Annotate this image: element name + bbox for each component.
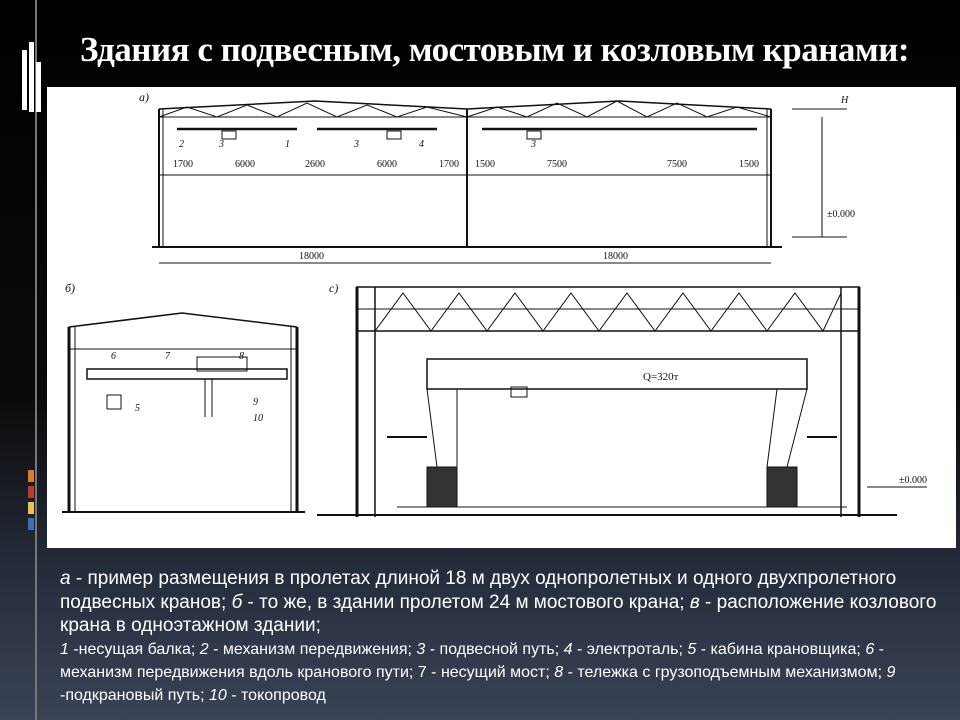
color-swatch-yellow bbox=[28, 502, 34, 514]
legend-num-4: 4 bbox=[563, 640, 573, 658]
panel-b bbox=[62, 281, 305, 512]
legend-text-4: - электроталь; bbox=[572, 640, 688, 658]
legend-text-1: -несущая балка; bbox=[68, 640, 200, 658]
callout-b-6: 6 bbox=[111, 351, 116, 362]
panel-a bbox=[139, 90, 855, 263]
caption-letter-c: в bbox=[689, 591, 700, 613]
level-zero-c: ±0.000 bbox=[899, 475, 927, 486]
legend-num-7: 7 bbox=[417, 663, 427, 681]
dim-a-8: 1500 bbox=[739, 159, 759, 170]
caption-letter-a: а bbox=[60, 568, 71, 589]
caption-main bbox=[60, 567, 950, 638]
caption-text-a: - пример размещения в пролетах длиной 18 м двух однопролетных и одного двухпролетного подвесных кранов; bbox=[60, 568, 897, 613]
dim-a-0: 1700 bbox=[173, 159, 193, 170]
dim-a-1: 6000 bbox=[235, 159, 255, 170]
callout-a-4: 3 bbox=[354, 139, 359, 150]
height-mark: H bbox=[841, 95, 849, 106]
legend-text-6: - механизм передвижения вдоль кранового пути; bbox=[60, 640, 885, 681]
callout-a-2: 3 bbox=[219, 139, 224, 150]
color-swatch-red bbox=[28, 486, 34, 498]
callout-a-3: 1 bbox=[285, 139, 290, 150]
legend-text-9: -подкрановый путь; bbox=[60, 686, 210, 704]
callout-b-8: 8 bbox=[239, 351, 244, 362]
panel-a-label: а) bbox=[139, 90, 149, 104]
legend-text-5: - кабина крановщика; bbox=[696, 640, 866, 658]
legend-num-2: 2 bbox=[199, 640, 209, 658]
technical-drawing bbox=[47, 87, 956, 548]
callout-b-10: 10 bbox=[253, 413, 263, 424]
legend-text-7: - несущий мост; bbox=[426, 663, 555, 681]
legend-text-8: - тележка с грузоподъемным механизмом; bbox=[563, 663, 887, 681]
legend-text-2: - механизм передвижения; bbox=[208, 640, 417, 658]
legend-num-1: 1 bbox=[60, 640, 69, 658]
dim-a-2: 2600 bbox=[305, 159, 325, 170]
load-label: Q=320т bbox=[643, 371, 679, 383]
dim-a-7: 7500 bbox=[667, 159, 687, 170]
span-a-right: 18000 bbox=[603, 251, 628, 262]
callout-a-6: 3 bbox=[531, 139, 536, 150]
dim-a-5: 1500 bbox=[475, 159, 495, 170]
color-swatch-blue bbox=[28, 518, 34, 530]
slide-title: Здания с подвесным, мостовым и козловым кранами: bbox=[80, 30, 910, 69]
legend-num-3: 3 bbox=[416, 640, 426, 658]
legend-num-5: 5 bbox=[687, 640, 697, 658]
panel-c bbox=[317, 281, 927, 517]
legend-text-3: - подвесной путь; bbox=[425, 640, 564, 658]
legend-num-8: 8 bbox=[554, 663, 564, 681]
panel-b-label: б) bbox=[65, 281, 76, 295]
dim-a-3: 6000 bbox=[377, 159, 397, 170]
caption-text-c: - расположение козлового крана в одноэтажном здании; bbox=[60, 591, 937, 636]
callout-a-1: 2 bbox=[179, 139, 184, 150]
callout-b-9: 9 bbox=[253, 397, 258, 408]
caption-text-b: - то же, в здании пролетом 24 м мостового крана; bbox=[242, 591, 690, 613]
color-swatch-orange bbox=[28, 470, 34, 482]
callout-b-5: 5 bbox=[135, 403, 140, 414]
span-a-left: 18000 bbox=[299, 251, 324, 262]
dim-a-4: 1700 bbox=[439, 159, 459, 170]
legend-num-10: 10 bbox=[209, 686, 227, 704]
legend-num-9: 9 bbox=[886, 663, 896, 681]
dim-a-6: 7500 bbox=[547, 159, 567, 170]
legend-num-6: 6 bbox=[865, 640, 875, 658]
caption-letter-b: б bbox=[231, 591, 243, 613]
panel-c-label: с) bbox=[329, 281, 339, 295]
caption-legend bbox=[60, 638, 950, 707]
callout-b-7: 7 bbox=[165, 351, 170, 362]
level-zero-a: ±0.000 bbox=[827, 209, 855, 220]
callout-a-5: 4 bbox=[419, 139, 424, 150]
caption bbox=[60, 567, 950, 707]
legend-text-10: - токопровод bbox=[226, 686, 326, 704]
